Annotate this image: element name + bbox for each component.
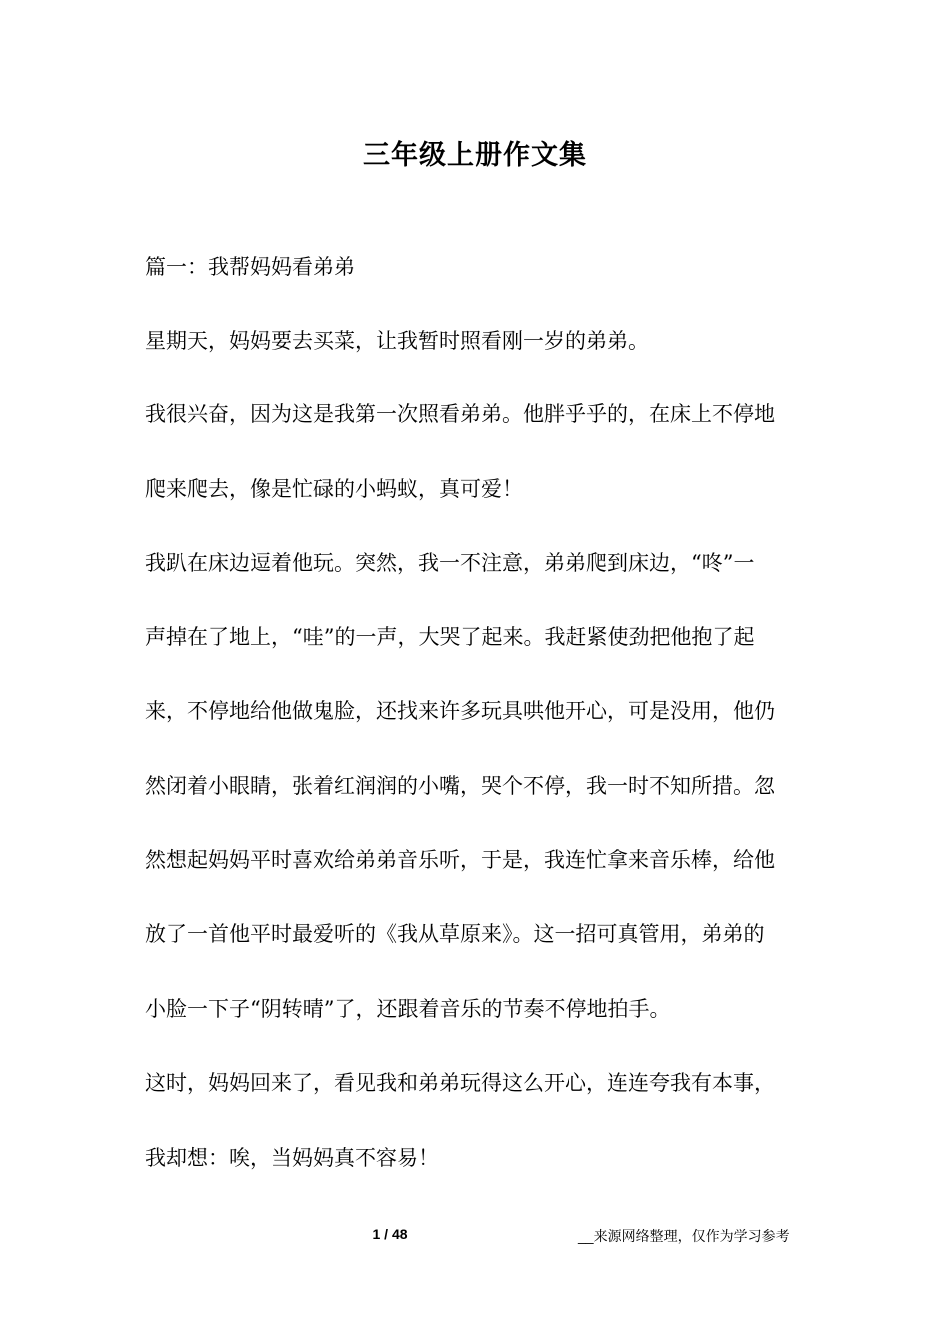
- section-heading: 篇一：我帮妈妈看弟弟: [145, 255, 355, 279]
- paragraph-line: 来，不停地给他做鬼脸，还找来许多玩具哄他开心，可是没用，他仍: [145, 699, 775, 723]
- page-number: 1 / 48: [372, 1226, 408, 1242]
- paragraph-line: 我很兴奋，因为这是我第一次照看弟弟。他胖乎乎的，在床上不停地: [145, 402, 775, 426]
- paragraph-line: 然想起妈妈平时喜欢给弟弟音乐听，于是，我连忙拿来音乐棒，给他: [145, 848, 775, 872]
- paragraph-line: 星期天，妈妈要去买菜，让我暂时照看刚一岁的弟弟。: [145, 329, 649, 353]
- source-note: __来源网络整理，仅作为学习参考: [578, 1228, 790, 1244]
- paragraph-line: 爬来爬去，像是忙碌的小蚂蚁，真可爱！: [145, 477, 523, 501]
- paragraph-line: 放了一首他平时最爱听的《我从草原来》。这一招可真管用，弟弟的: [145, 922, 765, 946]
- paragraph-line: 我趴在床边逗着他玩。突然，我一不注意，弟弟爬到床边，“咚”一: [145, 551, 755, 575]
- paragraph-line: 然闭着小眼睛，张着红润润的小嘴，哭个不停，我一时不知所措。忽: [145, 774, 775, 798]
- paragraph-line: 这时，妈妈回来了，看见我和弟弟玩得这么开心，连连夸我有本事，: [145, 1071, 775, 1095]
- paragraph-line: 小脸一下子“阴转晴”了，还跟着音乐的节奏不停地拍手。: [145, 997, 671, 1021]
- paragraph-line: 声掉在了地上，“哇”的一声，大哭了起来。我赶紧使劲把他抱了起: [145, 625, 755, 649]
- paragraph-line: 我却想：唉，当妈妈真不容易！: [145, 1146, 439, 1170]
- page-footer: [0, 1226, 950, 1250]
- document-title: 三年级上册作文集: [363, 140, 587, 171]
